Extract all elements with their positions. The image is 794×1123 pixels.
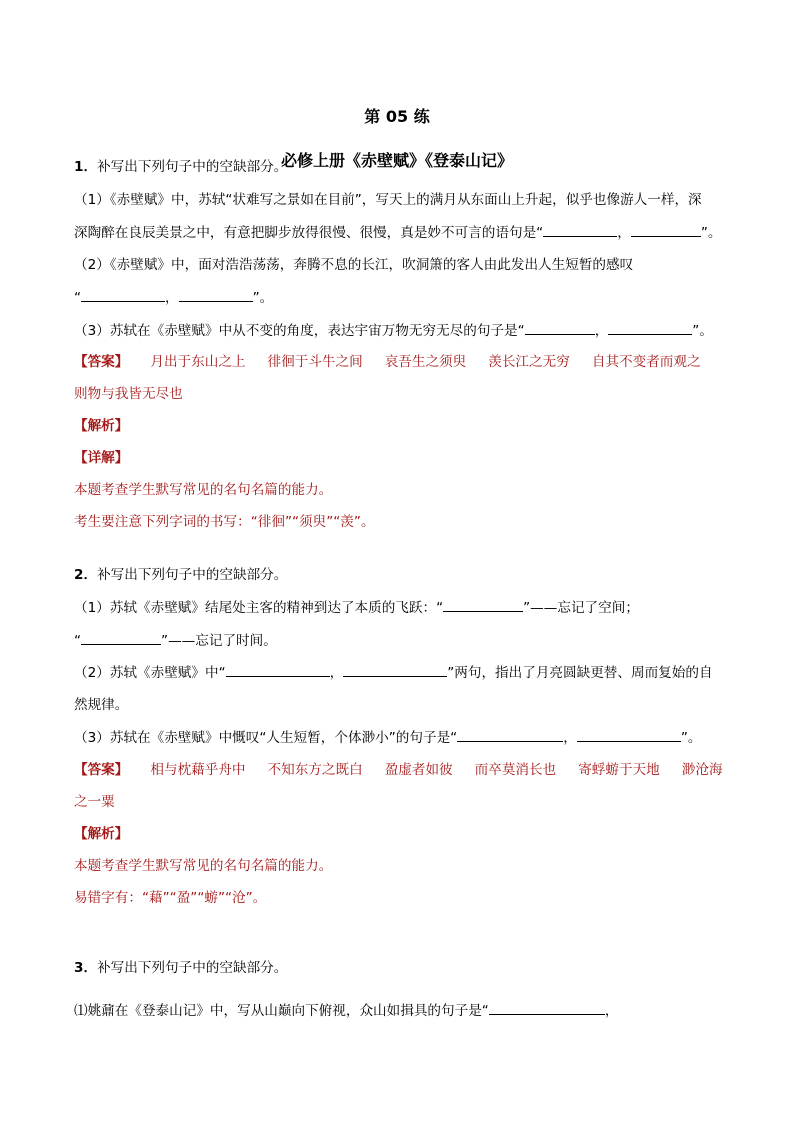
q2-stem: 补写出下列句子中的空缺部分。 <box>97 567 288 583</box>
q1-comma: ， <box>594 323 609 339</box>
q1-part3-line <box>74 320 713 341</box>
q2-answer: 相与枕藉乎舟中 <box>150 762 246 778</box>
q3-part1-text: ⑴姚鼐在《登泰山记》中，写从山巅向下俯视，众山如揖具的句子是“ <box>74 1003 489 1019</box>
q2-part2-line2: 然规律。 <box>74 697 129 713</box>
q2-answer-line2: 之一粟 <box>74 794 115 810</box>
answer-blank[interactable] <box>525 320 595 335</box>
q1-part1-text: 深陶醉在良辰美景之中，有意把脚步放得很慢、很慢，真是妙不可言的语句是“ <box>74 225 544 241</box>
q2-part1-line1 <box>74 597 639 618</box>
answer-blank[interactable] <box>457 727 563 742</box>
q2-part1-line2 <box>74 630 277 651</box>
q2-answer-line1 <box>74 760 723 780</box>
q2-comma: ， <box>329 665 344 681</box>
q1-answer: 徘徊于斗牛之间 <box>267 354 363 370</box>
answer-blank[interactable] <box>577 727 681 742</box>
q1-comma: ， <box>165 290 179 306</box>
q2-part3-text: （3）苏轼在《赤壁赋》中慨叹“人生短暂，个体渺小”的句子是“ <box>74 730 458 746</box>
q3-part1-line <box>74 1000 618 1021</box>
q2-answer: 渺沧海 <box>681 762 723 778</box>
q2-answer: 盈虚者如彼 <box>384 762 453 778</box>
q2-part1-text-post2: ”——忘记了时间。 <box>161 633 277 649</box>
q2-part3-line <box>74 727 701 748</box>
q2-open-quote: “ <box>74 633 82 649</box>
answer-blank[interactable] <box>543 222 617 237</box>
q2-part2-line1 <box>74 662 713 683</box>
q1-part3-text: （3）苏轼在《赤壁赋》中从不变的角度，表达宇宙万物无穷无尽的句子是“ <box>74 323 525 339</box>
q1-close-quote: ”。 <box>692 323 713 339</box>
q1-detail-label: 【详解】 <box>74 450 129 466</box>
q2-stem-line <box>74 565 287 585</box>
q2-comma: ， <box>563 730 577 746</box>
q1-open-quote: “ <box>74 290 82 306</box>
q1-stem-line <box>74 157 287 177</box>
q1-answer: 自其不变者而观之 <box>591 354 701 370</box>
q2-part1-text: （1）苏轼《赤壁赋》结尾处主客的精神到达了本质的飞跃：“ <box>74 600 444 616</box>
answer-blank[interactable] <box>489 1000 605 1015</box>
q2-answer: 不知东方之既白 <box>267 762 363 778</box>
answer-blank[interactable] <box>608 320 692 335</box>
q1-analysis-label: 【解析】 <box>74 418 129 434</box>
q3-comma: ， <box>604 1003 619 1019</box>
q1-number: 1． <box>74 159 98 175</box>
q1-part1-line2 <box>74 222 721 243</box>
q3-number: 3． <box>74 960 98 976</box>
page-subtitle: 必修上册《赤壁赋》《登泰山记》 <box>280 151 513 170</box>
q1-part2-line2 <box>74 287 273 308</box>
q1-close-quote: ”。 <box>700 225 722 241</box>
q2-part2-text: （2）苏轼《赤壁赋》中“ <box>74 665 226 681</box>
q1-answer: 羡长江之无穷 <box>488 354 570 370</box>
q1-comma: ， <box>617 225 631 241</box>
q1-answer-line2: 则物与我皆无尽也 <box>74 386 183 402</box>
answer-blank[interactable] <box>81 287 165 302</box>
q1-stem: 补写出下列句子中的空缺部分。 <box>97 159 288 175</box>
q2-answer-label: 【答案】 <box>74 762 129 778</box>
answer-blank[interactable] <box>343 662 447 677</box>
q2-close-quote: ”。 <box>680 730 702 746</box>
page-title: 第 05 练 <box>364 107 430 126</box>
q2-answer: 寄蜉蝣于天地 <box>578 762 660 778</box>
answer-blank[interactable] <box>81 630 161 645</box>
q1-detail-text2: 考生要注意下列字词的书写：“徘徊”“须臾”“羡”。 <box>74 514 375 530</box>
answer-blank[interactable] <box>443 597 523 612</box>
answer-blank[interactable] <box>631 222 701 237</box>
q2-answer: 而卒莫消长也 <box>474 762 557 778</box>
answer-blank[interactable] <box>179 287 253 302</box>
q1-answer-label: 【答案】 <box>74 354 129 370</box>
q1-part1-line1: （1）《赤壁赋》中，苏轼“状难写之景如在目前”，写天上的满月从东面山上升起，似乎也像游人一样，深 <box>74 192 702 208</box>
q1-answer-line1 <box>74 352 701 372</box>
q1-detail-text1: 本题考查学生默写常见的名句名篇的能力。 <box>74 482 333 498</box>
q2-detail-text1: 本题考查学生默写常见的名句名篇的能力。 <box>74 858 333 874</box>
q2-part2-text-post: ”两句，指出了月亮圆缺更替、周而复始的自 <box>447 665 713 681</box>
q2-part1-text-post: ”——忘记了空间； <box>523 600 639 616</box>
q3-stem: 补写出下列句子中的空缺部分。 <box>97 960 288 976</box>
q1-part2-line1: （2）《赤壁赋》中，面对浩浩荡荡，奔腾不息的长江，吹洞箫的客人由此发出人生短暂的感叹 <box>74 257 634 273</box>
q3-stem-line <box>74 958 287 978</box>
q1-answer: 哀吾生之须臾 <box>384 354 467 370</box>
q1-close-quote: ”。 <box>252 290 274 306</box>
answer-blank[interactable] <box>226 662 330 677</box>
q2-analysis-label: 【解析】 <box>74 826 129 842</box>
q1-answer: 月出于东山之上 <box>150 354 246 370</box>
q2-detail-text2: 易错字有：“藉”“盈”“蝣”“沧”。 <box>74 890 267 906</box>
q2-number: 2． <box>74 567 98 583</box>
